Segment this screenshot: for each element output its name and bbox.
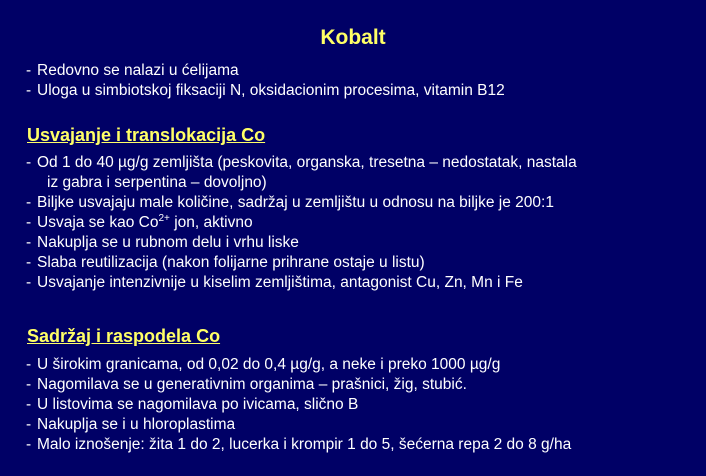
bullet-dash: - (26, 62, 32, 79)
bullet-dash: - (26, 194, 32, 211)
bullet-dash: - (26, 234, 32, 251)
list-item-text: Od 1 do 40 µg/g zemljišta (peskovita, organska, tresetna – nedostatak, nastala (37, 154, 577, 171)
list-item (26, 61, 505, 81)
ion-text-tail: jon, aktivno (169, 214, 253, 231)
list-item-text: Uloga u simbiotskoj fiksaciji N, oksidacionim procesima, vitamin B12 (37, 82, 505, 99)
bullet-dash: - (26, 274, 32, 291)
list-item (26, 395, 571, 415)
list-item (26, 193, 577, 213)
uptake-list (26, 153, 577, 293)
list-item (26, 375, 571, 395)
list-item-text: U širokim granicama, od 0,02 do 0,4 µg/g, a neke i preko 1000 µg/g (37, 356, 501, 373)
intro-list (26, 61, 505, 101)
list-item (26, 213, 577, 233)
list-item-text: Nakuplja se u rubnom delu i vrhu liske (37, 234, 299, 251)
list-item (26, 253, 577, 273)
list-item-text: Slaba reutilizacija (nakon folijarne prihrane ostaje u listu) (37, 254, 425, 271)
section-heading-content: Sadržaj i raspodela Co (27, 326, 221, 346)
bullet-dash: - (26, 154, 32, 171)
list-item-text: Malo iznošenje: žita 1 do 2, lucerka i krompir 1 do 5, šećerna repa 2 do 8 g/ha (37, 436, 572, 453)
list-item-text: U listovima se nagomilava po ivicama, slično B (37, 396, 359, 413)
list-item-text: Biljke usvajaju male količine, sadržaj u zemljištu u odnosu na biljke je 200:1 (37, 194, 554, 211)
list-item-text: Nagomilava se u generativnim organima – prašnici, žig, stubić. (37, 376, 467, 393)
bullet-dash: - (26, 376, 32, 393)
section-heading-uptake: Usvajanje i translokacija Co (27, 125, 266, 145)
ion-text: Usvaja se kao Co (37, 214, 159, 231)
list-item-text-continuation: iz gabra i serpentina – dovoljno) (47, 174, 267, 191)
list-item (26, 415, 571, 435)
list-item (26, 81, 505, 101)
bullet-dash: - (26, 214, 32, 231)
list-item (26, 233, 577, 253)
bullet-dash: - (26, 356, 32, 373)
list-item-text: Usvajanje intenzivnije u kiselim zemljištima, antagonist Cu, Zn, Mn i Fe (37, 274, 523, 291)
list-item (26, 355, 571, 375)
list-item (26, 435, 571, 455)
list-item (26, 153, 577, 193)
list-item-text: Redovno se nalazi u ćelijama (37, 62, 239, 79)
list-item-text (35, 213, 577, 233)
bullet-dash: - (26, 396, 32, 413)
list-item-text: Nakuplja se i u hloroplastima (37, 416, 236, 433)
bullet-dash: - (26, 254, 32, 271)
bullet-dash: - (26, 82, 32, 99)
ion-charge: 2+ (158, 213, 170, 224)
bullet-dash: - (26, 416, 32, 433)
content-list (26, 355, 571, 455)
bullet-dash: - (26, 436, 32, 453)
slide-title: Kobalt (320, 26, 386, 49)
list-item (26, 273, 577, 293)
